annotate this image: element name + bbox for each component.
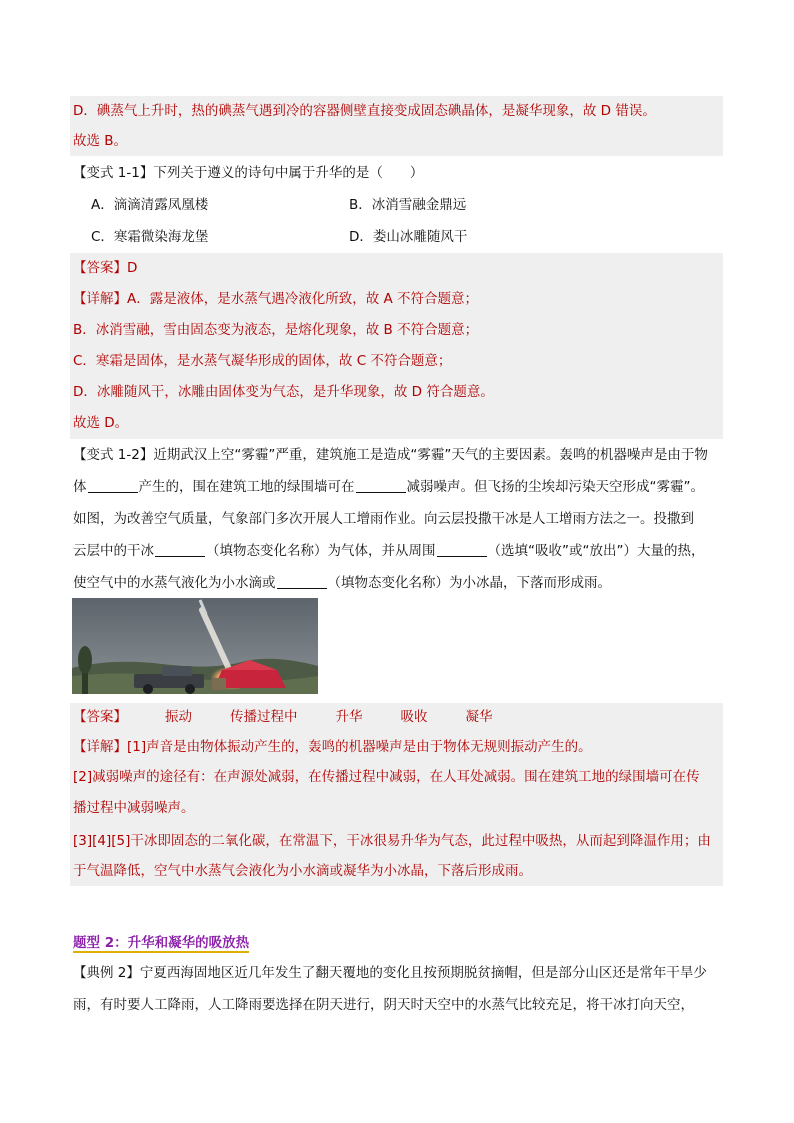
text-segment: 使空气中的水蒸气液化为小水滴或 — [73, 575, 276, 591]
answer-item: 凝华 — [465, 709, 493, 725]
explain-line-d: D．碘蒸气上升时，热的碘蒸气遇到冷的容器侧壁直接变成固态碘晶体，是凝华现象，故 D 错误。 — [73, 103, 656, 119]
answer-q1: 【答案】D — [73, 260, 138, 276]
fill-blank — [277, 574, 327, 589]
question-1-2-line — [73, 476, 704, 498]
option-b: B．冰消雪融金鼎远 — [349, 197, 467, 213]
fill-blank — [437, 542, 487, 557]
explain-q2-line: 于气温降低，空气中水蒸气会液化为小水滴或凝华为小冰晶，下落后形成雨。 — [73, 863, 532, 879]
option-d: D．娄山冰雕随风干 — [349, 229, 468, 245]
explain-q1-line: C．寒霜是固体，是水蒸气凝华形成的固体，故 C 不符合题意； — [73, 353, 452, 369]
question-1-2-line: 【变式 1-2】近期武汉上空“雾霾”严重，建筑施工是造成“雾霾”天气的主要因素。轰鸣的机器噪声是由于物 — [73, 447, 708, 463]
section-title-text: 题型 2：升华和凝华的吸放热 — [73, 935, 250, 951]
section-title — [73, 932, 249, 954]
answer-q2 — [73, 706, 493, 728]
question-1-2-line: 如图，为改善空气质量，气象部门多次开展人工增雨作业。向云层投撒干冰是人工增雨方法之一。投撒到 — [73, 511, 694, 527]
text-segment: （选填“吸收”或“放出”）大量的热， — [487, 543, 705, 559]
answer-item: 振动 — [165, 709, 192, 725]
explain-q2-line: 播过程中减弱噪声。 — [73, 800, 195, 816]
explain-q1-line: B．冰消雪融，雪由固态变为液态，是熔化现象，故 B 不符合题意； — [73, 322, 479, 338]
explain-q2-line: [3][4][5]干冰即固态的二氧化碳，在常温下，干冰很易升华为气态，此过程中吸热，从而起到降温作用；由 — [73, 833, 711, 849]
explain-q1-line: D．冰雕随风干，冰雕由固体变为气态，是升华现象，故 D 符合题意。 — [73, 384, 494, 400]
explain-q1-line: 故选 D。 — [73, 415, 129, 431]
example-2-line: 【典例 2】宁夏西海固地区近几年发生了翻天覆地的变化且按预期脱贫摘帽，但是部分山区还是常年干旱少 — [73, 965, 707, 981]
answer-item: 吸收 — [400, 709, 428, 725]
shade-answer-q1 — [70, 253, 723, 439]
fill-blank — [88, 478, 138, 493]
example-2-line: 雨，有时要人工降雨，人工降雨要选择在阴天进行，阴天时天空中的水蒸气比较充足，将干冰打向天空， — [73, 997, 694, 1013]
select-answer: 故选 B。 — [73, 133, 128, 149]
explain-q1-line: 【详解】A．露是液体，是水蒸气遇冷液化所致，故 A 不符合题意； — [73, 291, 479, 307]
question-1-2-line — [73, 540, 704, 562]
question-1-2-line — [73, 572, 611, 594]
shade-answer-q2 — [70, 703, 723, 886]
answer-label: 【答案】 — [73, 709, 127, 725]
text-segment: （填物态变化名称）为小冰晶，下落而形成雨。 — [327, 575, 611, 591]
answer-item: 传播过程中 — [230, 709, 298, 725]
text-segment: 减弱噪声。但飞扬的尘埃却污染天空形成“雾霾”。 — [406, 479, 704, 495]
rocket-launch-photo — [72, 598, 318, 694]
question-1-1-stem: 【变式 1-1】下列关于遵义的诗句中属于升华的是（ ） — [73, 165, 424, 181]
text-segment: 体 — [73, 479, 87, 495]
answer-item: 升华 — [335, 709, 363, 725]
explain-q2-line: [2]减弱噪声的途径有：在声源处减弱，在传播过程中减弱，在人耳处减弱。围在建筑工地的绿围墙可在传 — [73, 769, 700, 785]
text-segment: 产生的，围在建筑工地的绿围墙可在 — [138, 479, 355, 495]
explain-q2-line: 【详解】[1]声音是由物体振动产生的，轰鸣的机器噪声是由于物体无规则振动产生的。 — [73, 739, 592, 755]
text-segment: 云层中的干冰 — [73, 543, 154, 559]
option-a: A．滴滴清露凤凰楼 — [91, 197, 209, 213]
fill-blank — [155, 542, 205, 557]
text-segment: （填物态变化名称）为气体，并从周围 — [206, 543, 436, 559]
option-c: C．寒霜微染海龙堡 — [91, 229, 209, 245]
fill-blank — [356, 478, 406, 493]
